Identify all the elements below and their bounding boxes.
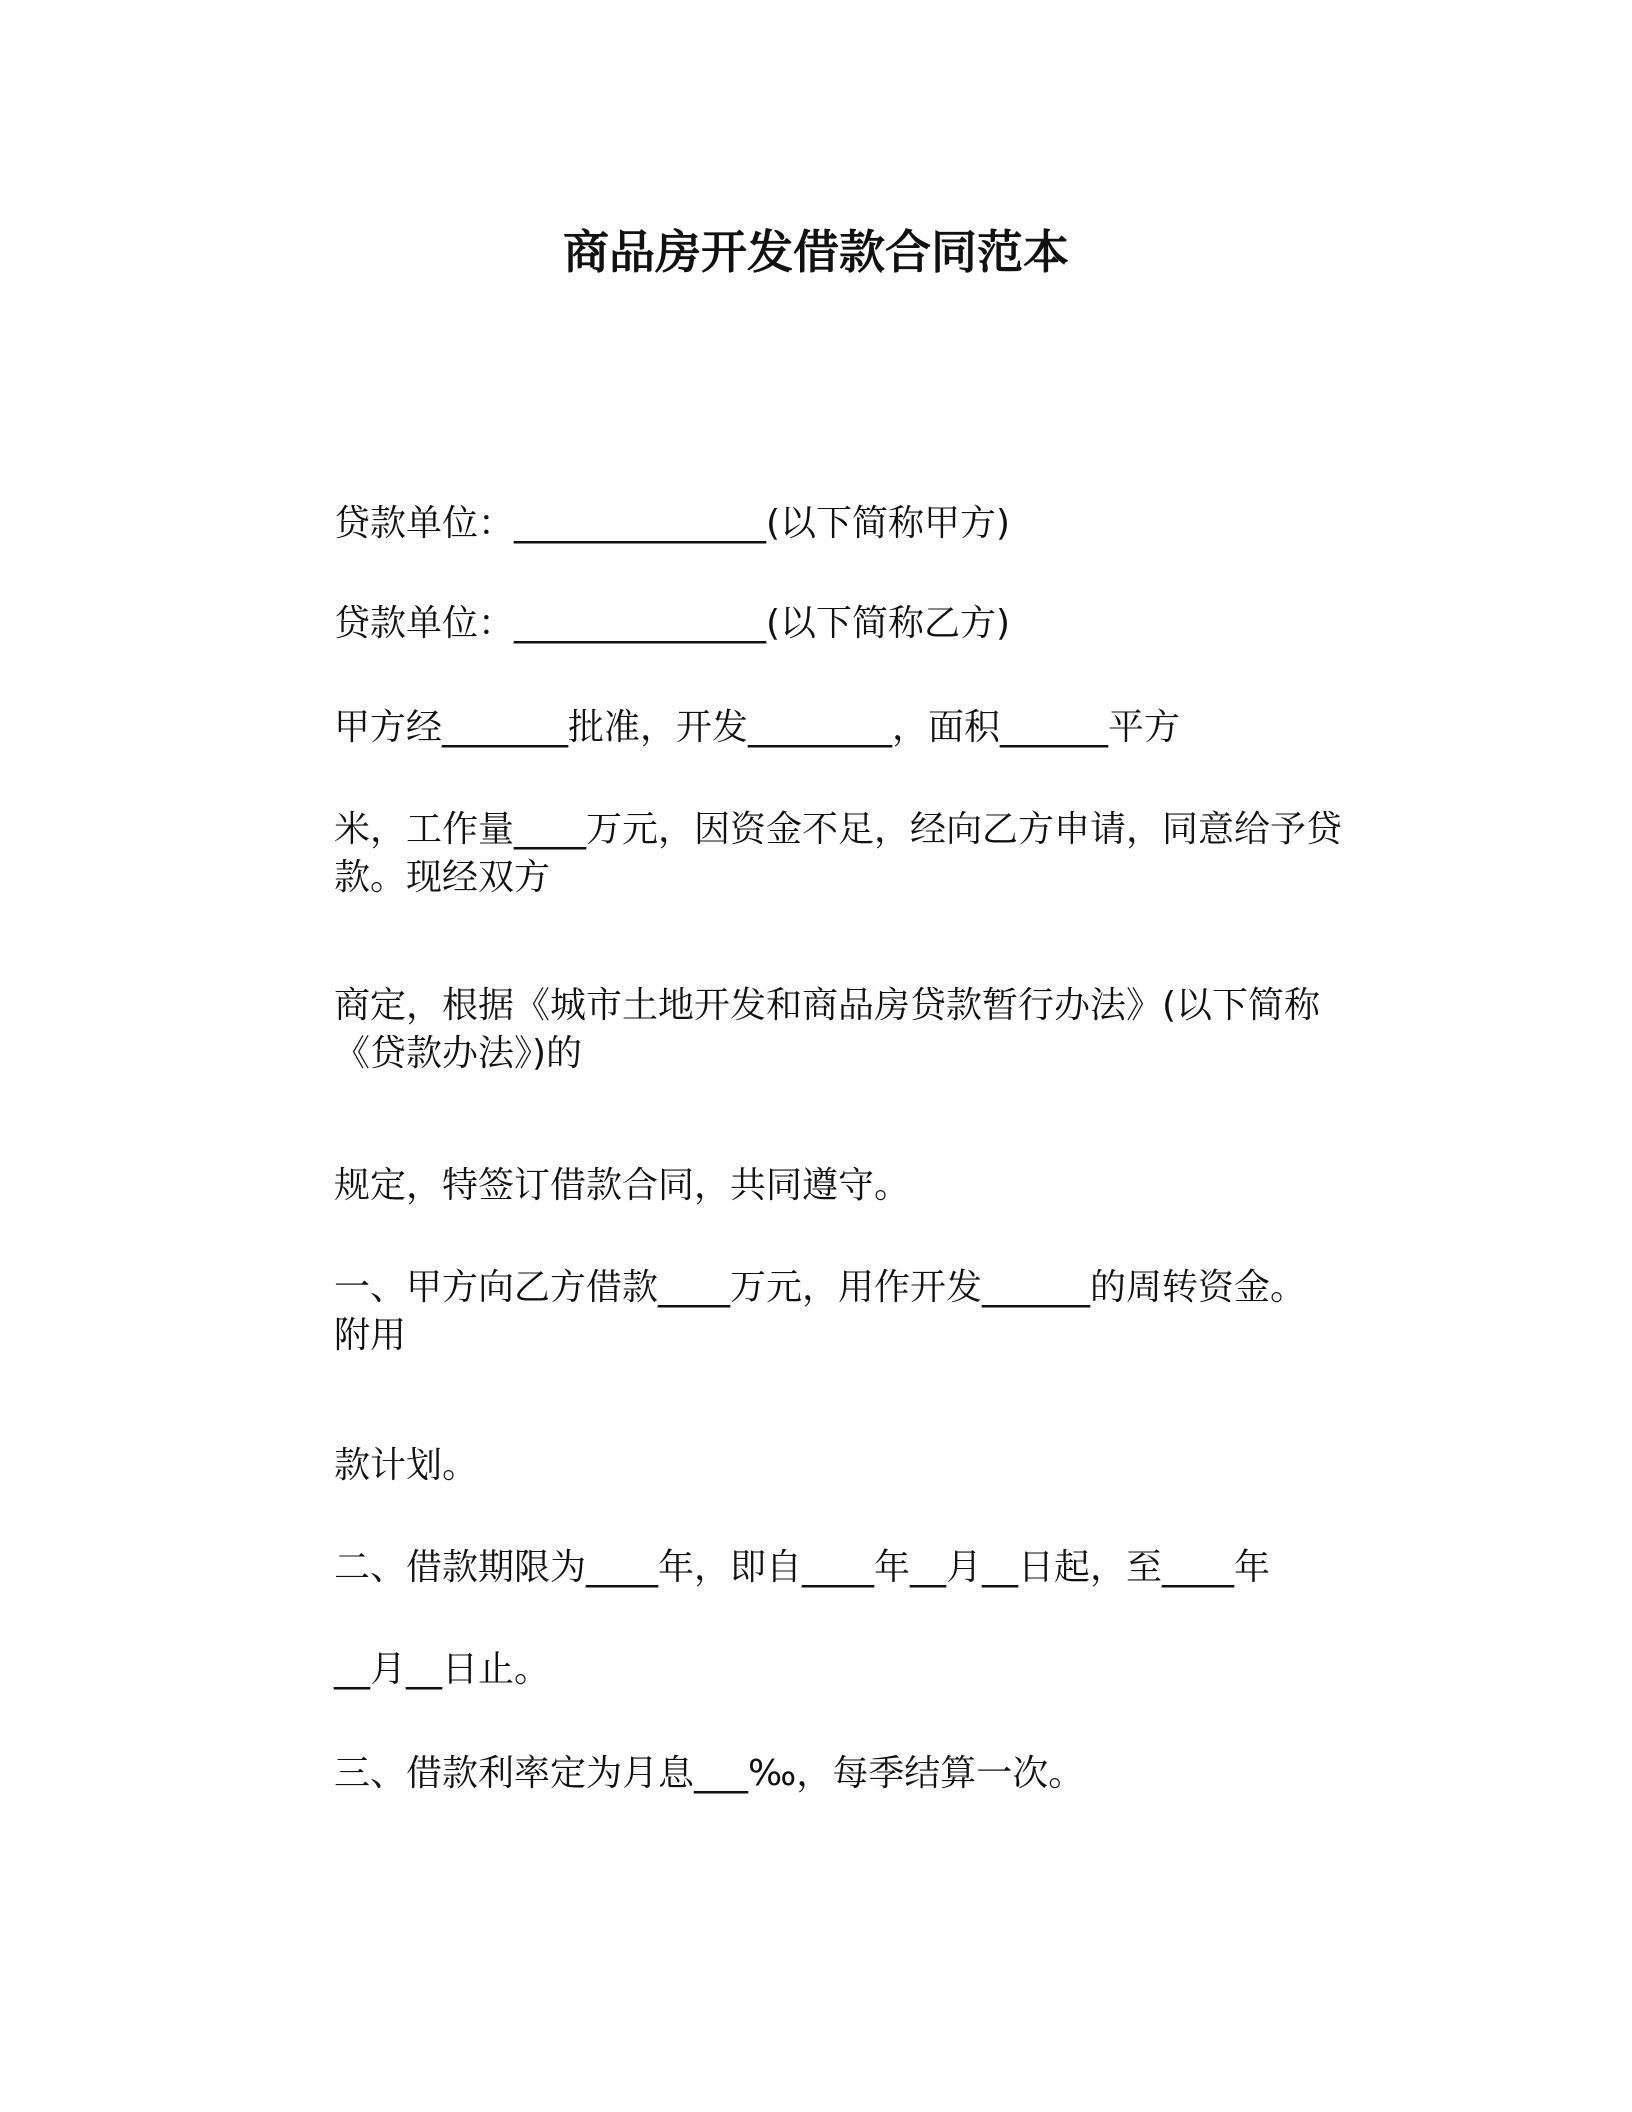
- paragraph-line: 三、借款利率定为月息___‰，每季结算一次。: [334, 1753, 1085, 1794]
- clause-3: [238, 1736, 1398, 1812]
- paragraph-line: 米，工作量____万元，因资金不足，经向乙方申请，同意给予贷: [334, 809, 1343, 850]
- paragraph-line: 《贷款办法》)的: [334, 1033, 583, 1074]
- paragraph-approval: [238, 690, 1398, 766]
- paragraph-basis: [238, 968, 1398, 1092]
- paragraph-line: 贷款单位：______________(以下简称乙方): [334, 603, 1011, 644]
- paragraph-line: 款计划。: [334, 1445, 479, 1486]
- clause-2: [238, 1530, 1398, 1606]
- document-title: 商品房开发借款合同范本: [563, 225, 1069, 279]
- paragraph-workload: [238, 792, 1398, 916]
- paragraph-line: 一、甲方向乙方借款____万元，用作开发______的周转资金。: [334, 1267, 1307, 1308]
- paragraph-lender-b: [238, 586, 1398, 662]
- clause-1: [238, 1250, 1398, 1374]
- paragraph-lender-a: [238, 486, 1398, 562]
- paragraph-line: 甲方经_______批准，开发________，面积______平方: [334, 707, 1181, 748]
- clause-1-continued: [238, 1428, 1398, 1504]
- paragraph-signing: [238, 1148, 1398, 1224]
- paragraph-line: 附用: [334, 1315, 407, 1356]
- paragraph-line: 贷款单位：______________(以下简称甲方): [334, 503, 1011, 544]
- clause-2-continued: [238, 1632, 1398, 1708]
- paragraph-line: __月__日止。: [334, 1649, 551, 1690]
- paragraph-line: 规定，特签订借款合同，共同遵守。: [334, 1165, 911, 1206]
- paragraph-line: 二、借款期限为____年，即自____年__月__日起，至____年: [334, 1547, 1271, 1588]
- paragraph-line: 款。现经双方: [334, 857, 551, 898]
- paragraph-line: 商定，根据《城市土地开发和商品房贷款暂行办法》(以下简称: [334, 985, 1321, 1026]
